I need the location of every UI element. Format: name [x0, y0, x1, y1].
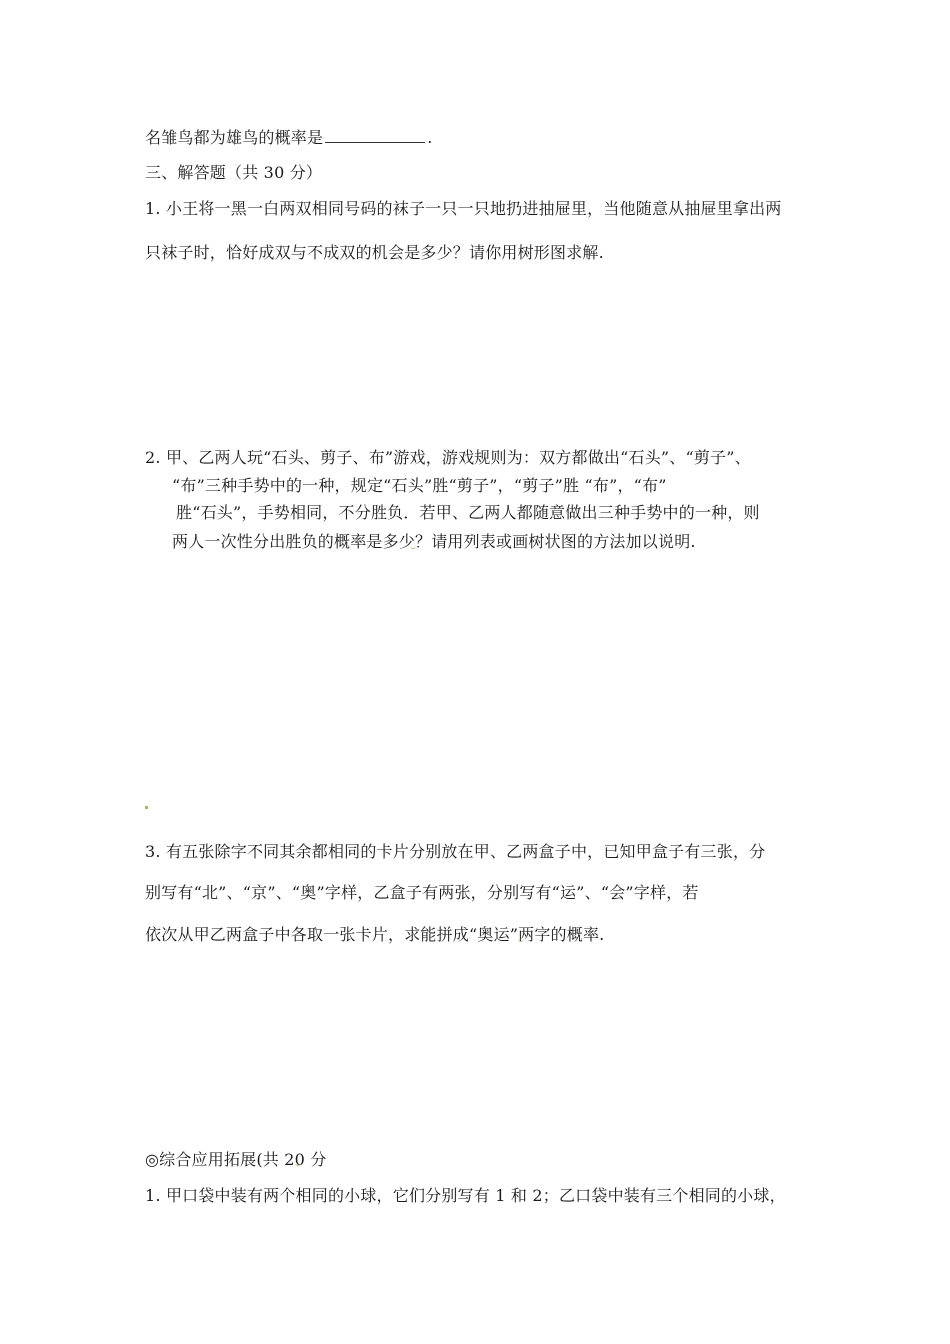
question-3-line-3: 依次从甲乙两盒子中各取一张卡片，求能拼成“奥运”两字的概率.: [145, 925, 605, 944]
question-1-line-2: 只袜子时，恰好成双与不成双的机会是多少？请你用树形图求解.: [145, 243, 604, 262]
question-2-line-2: “布”三种手势中的一种，规定“石头”胜“剪子”，“剪子”胜 “布”，“布”: [172, 476, 667, 495]
scan-mark: [145, 806, 148, 809]
extension-heading: ◎综合应用拓展(共 20 分: [145, 1150, 327, 1169]
extension-question-1-line-1: 1. 甲口袋中装有两个相同的小球，它们分别写有 1 和 2；乙口袋中装有三个相同的小球，: [145, 1186, 786, 1205]
prev-question-text: 名雏鸟都为雄鸟的概率是: [145, 128, 324, 147]
question-1-line-1: 1. 小王将一黑一白两双相同号码的袜子一只一只地扔进抽屉里，当他随意从抽屉里拿出两: [145, 199, 782, 218]
question-3-line-2: 别写有“北”、“京”、“奥”字样，乙盒子有两张，分别写有“运”、“会”字样，若: [145, 883, 699, 902]
section-heading: 三、解答题（共 30 分）: [145, 163, 323, 182]
question-2-line-4: 两人一次性分出胜负的概率是多少？请用列表或画树状图的方法加以说明.: [172, 532, 696, 551]
answer-blank[interactable]: [325, 128, 425, 143]
question-2-line-3: 胜“石头”，手势相同，不分胜负．若甲、乙两人都随意做出三种手势中的一种，则: [176, 503, 760, 522]
question-2-line-1: 2. 甲、乙两人玩“石头、剪子、布”游戏，游戏规则为：双方都做出“石头”、“剪子”、: [145, 448, 751, 467]
question-3-line-1: 3. 有五张除字不同其余都相同的卡片分别放在甲、乙两盒子中，已知甲盒子有三张，分: [145, 842, 766, 861]
prev-question-tail: [145, 128, 433, 148]
prev-question-period: .: [427, 128, 433, 147]
